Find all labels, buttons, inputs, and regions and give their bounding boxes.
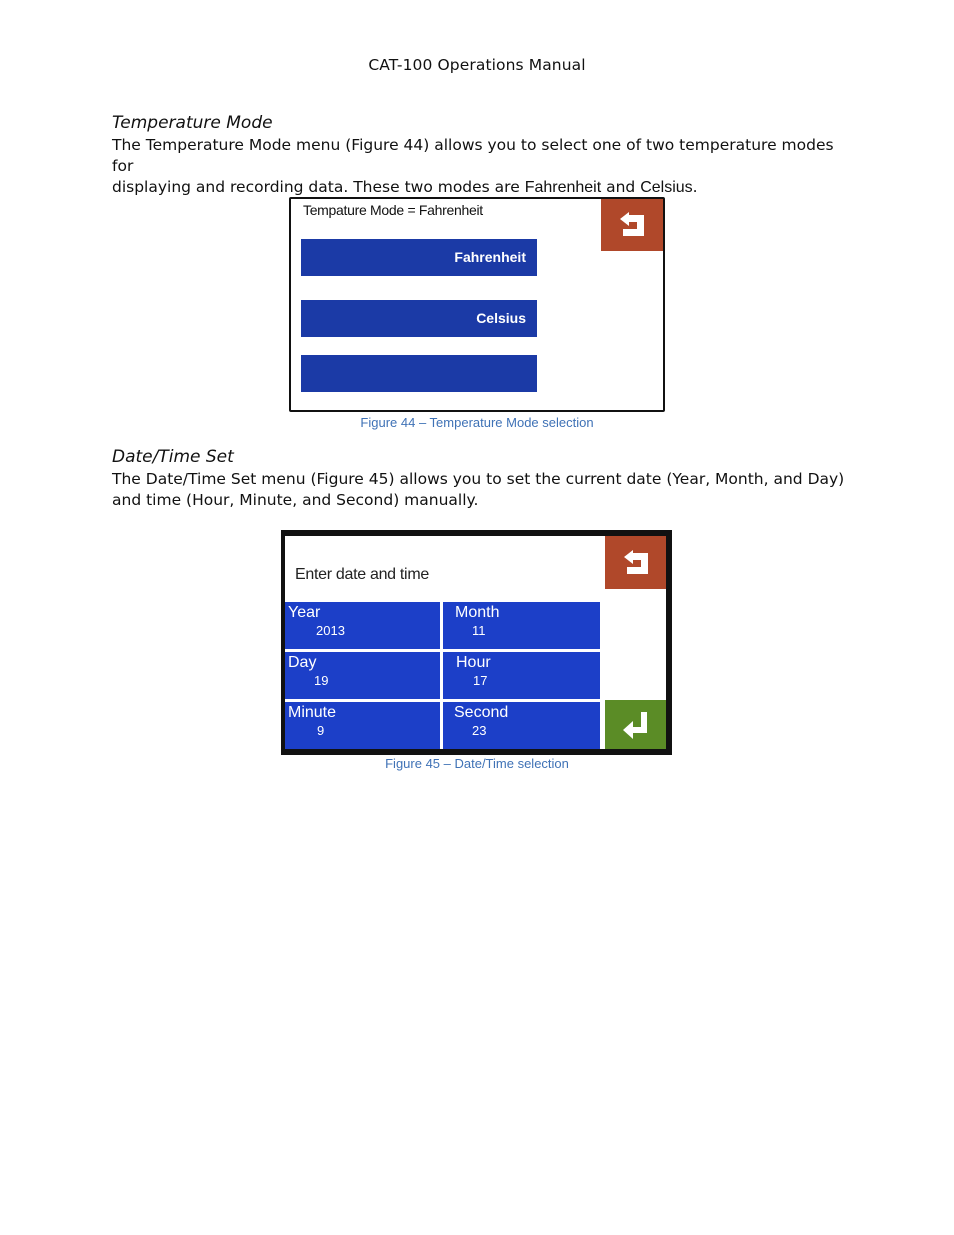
term-celsius: Celsius <box>640 179 693 196</box>
figure-45-caption: Figure 45 – Date/Time selection <box>385 756 569 771</box>
field-label: Month <box>455 604 500 621</box>
back-button[interactable] <box>601 199 663 251</box>
month-field[interactable] <box>443 602 600 649</box>
field-label: Minute <box>288 704 337 721</box>
field-label: Hour <box>456 654 491 671</box>
field-value: 11 <box>472 623 486 638</box>
minute-field[interactable] <box>285 702 440 749</box>
screen-title: Tempature Mode = Fahrenheit <box>303 202 483 218</box>
field-label: Year <box>288 604 321 621</box>
blank-option-button[interactable] <box>301 355 537 392</box>
field-label: Day <box>288 654 317 671</box>
hour-field[interactable] <box>443 652 600 699</box>
temperature-mode-screen <box>289 197 665 412</box>
year-field[interactable] <box>285 602 440 649</box>
field-value: 19 <box>314 673 329 688</box>
page-header: CAT-100 Operations Manual <box>368 56 586 74</box>
celsius-button[interactable]: Celsius <box>301 300 537 337</box>
paragraph-line: and time (Hour, Minute, and Second) manually. <box>112 491 479 509</box>
screen-area <box>285 536 666 749</box>
return-arrow-icon <box>617 210 647 240</box>
section-title-temperature-mode: Temperature Mode <box>112 113 273 133</box>
field-value: 2013 <box>316 623 345 638</box>
paragraph-text: and <box>601 178 641 196</box>
enter-button[interactable] <box>605 700 666 749</box>
paragraph-text: . <box>692 178 698 196</box>
second-field[interactable] <box>443 702 600 749</box>
date-time-screen <box>281 530 672 755</box>
paragraph-text: displaying and recording data. These two modes are <box>112 178 525 196</box>
section-title-date-time-set: Date/Time Set <box>112 447 234 467</box>
date-time-paragraph <box>112 469 852 511</box>
day-field[interactable] <box>285 652 440 699</box>
return-arrow-icon <box>621 548 651 578</box>
back-button[interactable] <box>605 536 666 589</box>
field-value: 23 <box>472 723 487 738</box>
figure-44-caption: Figure 44 – Temperature Mode selection <box>360 415 594 430</box>
field-value: 9 <box>317 723 325 738</box>
paragraph-line: The Temperature Mode menu (Figure 44) allows you to select one of two temperature modes for <box>112 136 834 175</box>
screen-prompt: Enter date and time <box>295 566 429 583</box>
field-value: 17 <box>473 673 488 688</box>
paragraph-line: The Date/Time Set menu (Figure 45) allows you to set the current date (Year, Month, and Day) <box>112 470 845 488</box>
term-fahrenheit: Fahrenheit <box>524 179 602 196</box>
paragraph-line <box>112 177 852 198</box>
fahrenheit-button[interactable]: Fahrenheit <box>301 239 537 276</box>
temperature-mode-paragraph <box>112 135 852 198</box>
field-label: Second <box>454 704 509 721</box>
enter-arrow-icon <box>620 709 652 741</box>
